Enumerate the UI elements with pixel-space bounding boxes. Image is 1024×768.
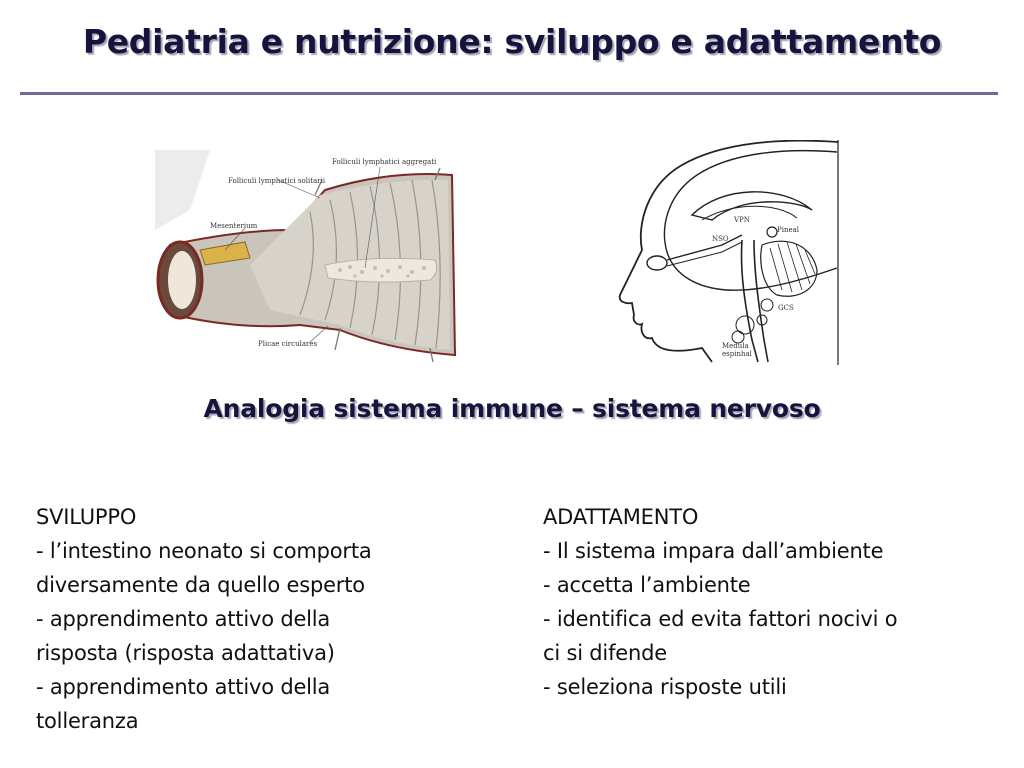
adattamento-line: - Il sistema impara dall’ambiente: [543, 539, 884, 563]
adattamento-column: [543, 500, 1013, 704]
sviluppo-heading: SVILUPPO: [36, 505, 137, 529]
intestine-illustration: [150, 150, 460, 365]
label-solitarii: Folliculi lymphatici solitarii: [228, 177, 326, 185]
slide-subtitle: Analogia sistema immune – sistema nervoso: [203, 394, 821, 423]
label-espinhal: espinhal: [722, 350, 752, 358]
label-medula: Medula: [722, 342, 749, 350]
adattamento-line: - accetta l’ambiente: [543, 573, 751, 597]
sviluppo-column: [36, 500, 486, 738]
sviluppo-line: - apprendimento attivo della: [36, 675, 331, 699]
sviluppo-line: diversamente da quello esperto: [36, 573, 365, 597]
slide-title: Pediatria e nutrizione: sviluppo e adattamento: [82, 22, 942, 61]
adattamento-line: - seleziona risposte utili: [543, 675, 787, 699]
label-nso: NSO: [712, 235, 729, 243]
brain-illustration: [612, 140, 842, 365]
label-pineal: Pineal: [777, 226, 800, 234]
sviluppo-line: risposta (risposta adattativa): [36, 641, 335, 665]
title-divider: [20, 92, 998, 95]
label-vpn: VPN: [734, 216, 750, 224]
label-plicae: Plicae circulares: [258, 340, 318, 348]
sviluppo-line: tolleranza: [36, 709, 139, 733]
sviluppo-line: - apprendimento attivo della: [36, 607, 331, 631]
adattamento-line: ci si difende: [543, 641, 667, 665]
sviluppo-line: - l’intestino neonato si comporta: [36, 539, 372, 563]
label-gcs: GCS: [778, 304, 794, 312]
label-aggregati: Folliculi lymphatici aggregati: [332, 158, 437, 166]
label-mesenterium: Mesenterium: [210, 222, 258, 230]
adattamento-heading: ADATTAMENTO: [543, 505, 699, 529]
adattamento-line: - identifica ed evita fattori nocivi o: [543, 607, 898, 631]
